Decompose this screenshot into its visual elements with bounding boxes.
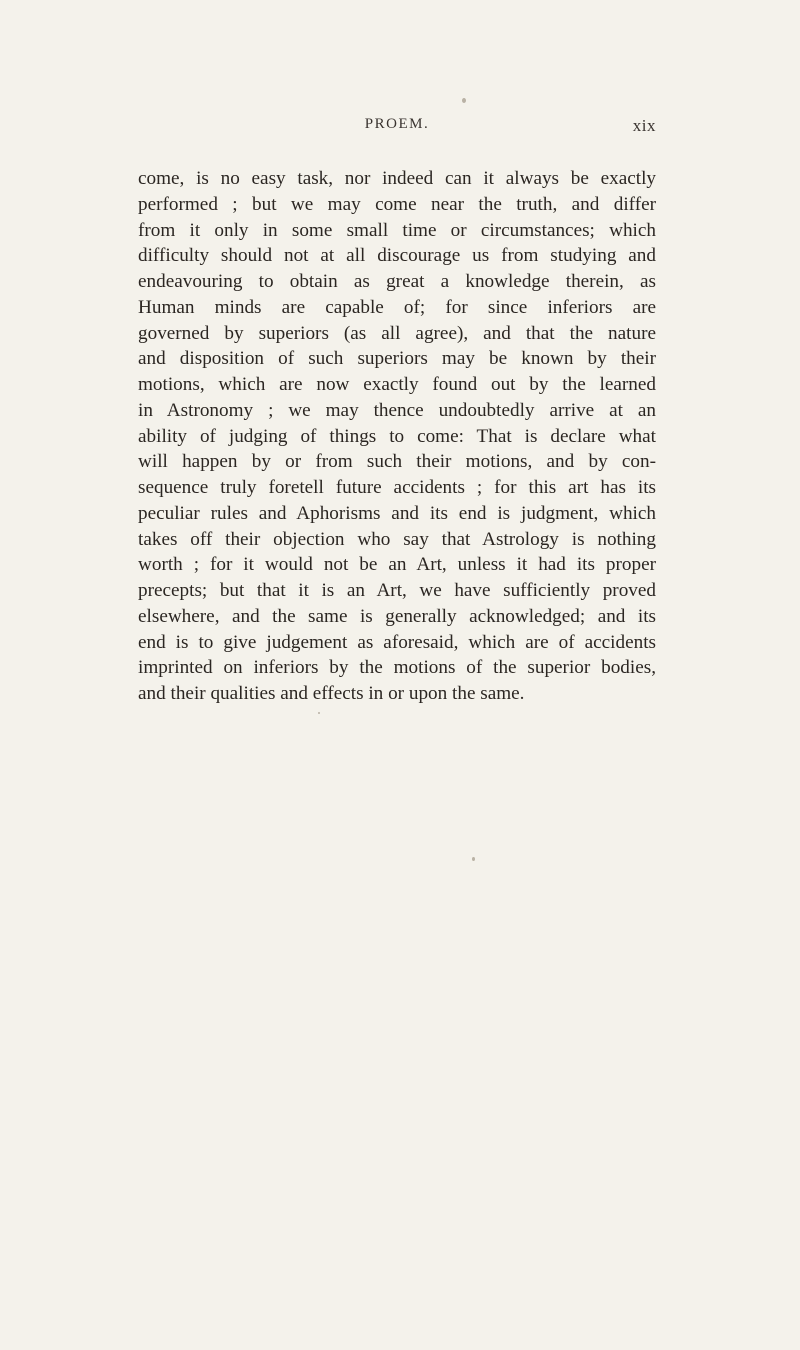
text-line: motions, which are now exactly found out by the learned [138,374,656,395]
text-line: sequence truly foretell future accidents ; for this art has its [138,477,656,498]
text-line: from it only in some small time or circumstances; which [138,219,656,241]
text-line: worth ; for it would not be an Art, unless it had its proper [138,554,656,576]
text-line: endeavouring to obtain as great a knowledge therein, as [138,271,656,292]
text-line: end is to give judgement as aforesaid, which are of accidents [138,631,656,653]
text-line: peculiar rules and Aphorisms and its end is judgment, which [138,502,656,524]
body-text [138,166,656,707]
paper-speck [462,98,466,103]
text-line: in Astronomy ; we may thence undoubtedly arrive at an [138,399,656,421]
text-line: come, is no easy task, nor indeed can it always be exactly [138,168,656,189]
running-title: PROEM. [364,116,430,132]
text-line: performed ; but we may come near the truth, and differ [138,193,656,215]
text-line: Human minds are capable of; for since inferiors are [138,296,656,318]
text-line: difficulty should not at all discourage us from studying and [138,245,656,267]
text-line: governed by superiors (as all agree), and that the nature [138,322,656,344]
text-line: imprinted on inferiors by the motions of the superior bodies, [138,657,656,679]
text-line: will happen by or from such their motions, and by con- [138,451,656,473]
text-line: ability of judging of things to come: That is declare what [138,425,656,447]
text-line: takes off their objection who say that Astrology is nothing [138,528,656,550]
text-line: and disposition of such superiors may be known by their [138,348,656,370]
text-line: elsewhere, and the same is generally acknowledged; and its [138,605,656,627]
page-number: xix [632,116,656,135]
running-head [138,116,656,142]
paper-speck [472,857,475,861]
text-line: and their qualities and effects in or upon the same. [138,683,525,704]
text-line: precepts; but that it is an Art, we have sufficiently proved [138,580,656,601]
paper-speck [318,712,320,714]
